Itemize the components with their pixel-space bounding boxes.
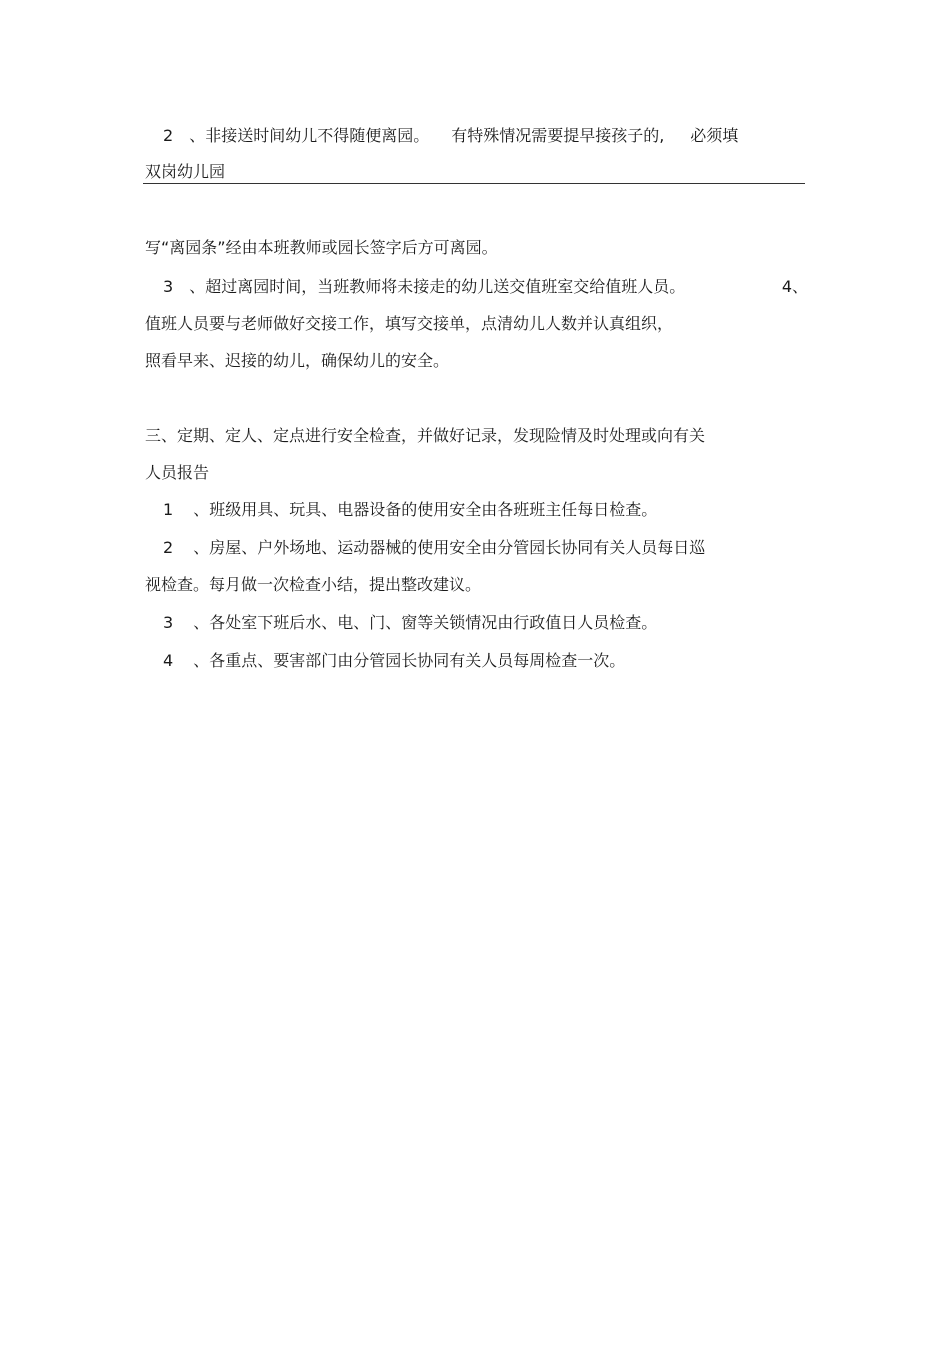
paragraph-2-line-2: 写“离园条”经由本班教师或园长签字后方可离园。 — [145, 238, 498, 257]
section-3-item-4 — [163, 651, 625, 671]
running-header-title: 双岗幼儿园 — [145, 162, 226, 181]
paragraph-text: 、超过离园时间，当班教师将未接走的幼儿送交值班室交给值班人员。 — [189, 277, 686, 296]
section-3-heading-line-2: 人员报告 — [145, 463, 210, 482]
header-rule — [143, 183, 805, 184]
item-number: 3 — [163, 613, 174, 632]
paragraph-2-line-1 — [163, 126, 738, 146]
paragraph-4-line-3: 照看早来、迟接的幼儿，确保幼儿的安全。 — [145, 351, 450, 370]
paragraph-3-line-1 — [163, 277, 808, 297]
item-number: 2 — [163, 126, 174, 145]
item-number: 3 — [163, 277, 174, 296]
paragraph-text: 、非接送时间幼儿不得随便离园。 — [189, 126, 430, 145]
item-text: 、房屋、户外场地、运动器械的使用安全由分管园长协同有关人员每日巡 — [193, 538, 706, 557]
item-text: 、各重点、要害部门由分管园长协同有关人员每周检查一次。 — [193, 651, 626, 670]
item-number: 1 — [163, 500, 174, 519]
item-text: 、各处室下班后水、电、门、窗等关锁情况由行政值日人员检查。 — [193, 613, 658, 632]
section-3-item-1 — [163, 500, 657, 520]
section-3-item-2-continuation: 视检查。每月做一次检查小结，提出整改建议。 — [145, 575, 482, 594]
section-3-item-3 — [163, 613, 657, 633]
paragraph-text: 有特殊情况需要提早接孩子的, — [451, 126, 665, 145]
item-number: 4、 — [781, 277, 808, 296]
section-3-heading-line-1: 三、定期、定人、定点进行安全检查，并做好记录，发现险情及时处理或向有关 — [145, 426, 706, 445]
paragraph-text: 必须填 — [690, 126, 739, 145]
item-text: 、班级用具、玩具、电器设备的使用安全由各班班主任每日检查。 — [193, 500, 658, 519]
section-3-item-2 — [163, 538, 705, 558]
item-number: 2 — [163, 538, 174, 557]
item-number: 4 — [163, 651, 174, 670]
paragraph-4-line-2: 值班人员要与老师做好交接工作，填写交接单，点清幼儿人数并认真组织， — [145, 314, 674, 333]
